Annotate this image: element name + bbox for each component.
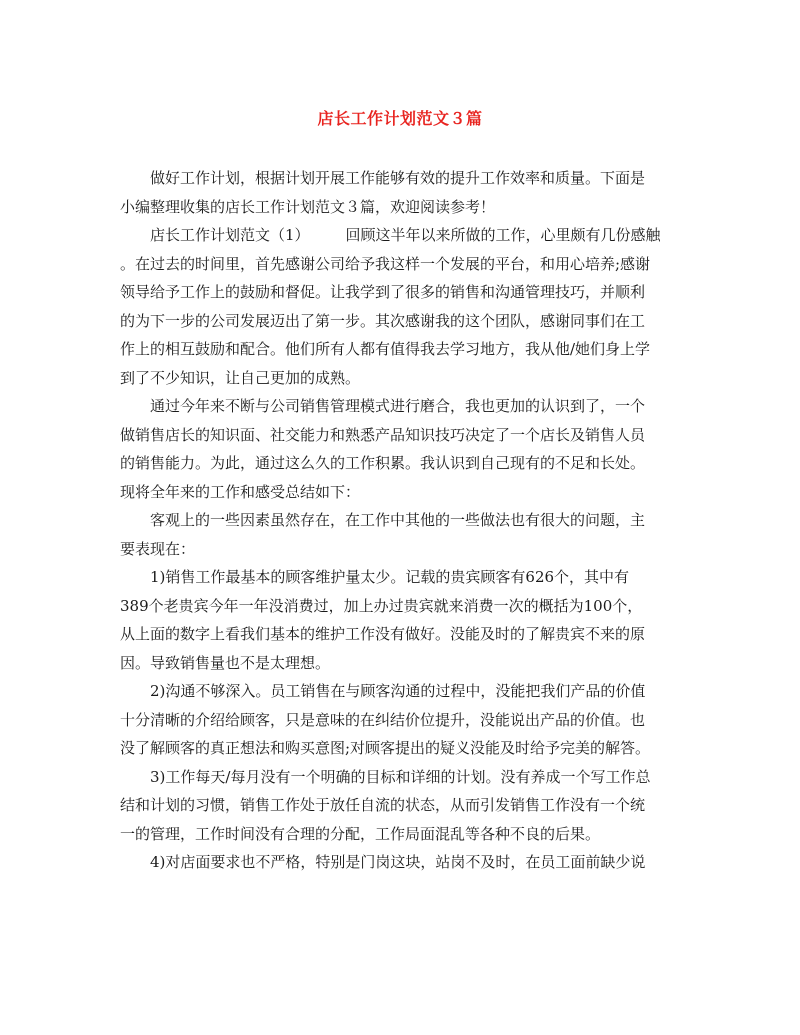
text-line: 从上面的数字上看我们基本的维护工作没有做好。没能及时的了解贵宾不来的原 [120, 625, 646, 643]
text-line: 要表现在： [120, 539, 196, 558]
text-line: 作上的相互鼓励和配合。他们所有人都有值得我去学习地方，我从他/她们身上学 [120, 340, 651, 358]
text-line-list-item: 1)销售工作最基本的顾客维护量太少。记载的贵宾顾客有626个，其中有 [150, 568, 630, 586]
text-line: 做好工作计划，根据计划开展工作能够有效的提升工作效率和质量。下面是 [150, 169, 646, 187]
text-line: 领导给予工作上的鼓励和督促。让我学到了很多的销售和沟通管理技巧，并顺利 [120, 283, 646, 301]
text-line-list-item: 2)沟通不够深入。员工销售在与顾客沟通的过程中，没能把我们产品的价值 [150, 682, 646, 700]
text-line: 小编整理收集的店长工作计划范文３篇，欢迎阅读参考！ [120, 197, 496, 216]
text-line: 因。导致销售量也不是太理想。 [120, 653, 331, 672]
text-line-list-item: 4)对店面要求也不严格，特别是门岗这块，站岗不及时，在员工面前缺少说 [150, 853, 646, 871]
text-line: 389个老贵宾今年一年没消费过，加上办过贵宾就来消费一次的概括为100个， [120, 596, 643, 615]
text-line: 通过今年来不断与公司销售管理模式进行磨合，我也更加的认识到了，一个 [150, 397, 646, 415]
text-line: 做销售店长的知识面、社交能力和熟悉产品知识技巧决定了一个店长及销售人员 [120, 425, 646, 444]
text-line: 到了不少知识，让自己更加的成熟。 [120, 368, 361, 387]
text-line-section-heading [120, 221, 680, 250]
text-line: 的销售能力。为此，通过这么久的工作积累。我认识到自己现有的不足和长处。 [120, 454, 646, 472]
text-line: 结和计划的习惯，销售工作处于放任自流的状态，从而引发销售工作没有一个统 [120, 796, 646, 814]
text-line: 的为下一步的公司发展迈出了第一步。其次感谢我的这个团队，感谢同事们在工 [120, 311, 646, 330]
text-line: 十分清晰的介绍给顾客，只是意味的在纠结价位提升，没能说出产品的价值。也 [120, 710, 646, 729]
document-title: 店长工作计划范文３篇 [317, 109, 483, 128]
text-line-list-item: 3)工作每天/每月没有一个明确的目标和详细的计划。没有养成一个写工作总 [150, 767, 651, 786]
text-line: 没了解顾客的真正想法和购买意图;对顾客提出的疑义没能及时给予完美的解答。 [120, 739, 651, 757]
section-heading: 店长工作计划范文（1） [150, 226, 310, 244]
text-line: 现将全年来的工作和感受总结如下： [120, 482, 361, 501]
text-line: 客观上的一些因素虽然存在，在工作中其他的一些做法也有很大的问题，主 [150, 511, 646, 529]
text-line: 。在过去的时间里，首先感谢公司给予我这样一个发展的平台，和用心培养;感谢 [120, 254, 651, 273]
text-span: 回顾这半年以来所做的工作，心里颇有几份感触 [345, 226, 661, 244]
document-body [120, 164, 680, 877]
text-line: 一的管理，工作时间没有合理的分配，工作局面混乱等各种不良的后果。 [120, 824, 601, 843]
